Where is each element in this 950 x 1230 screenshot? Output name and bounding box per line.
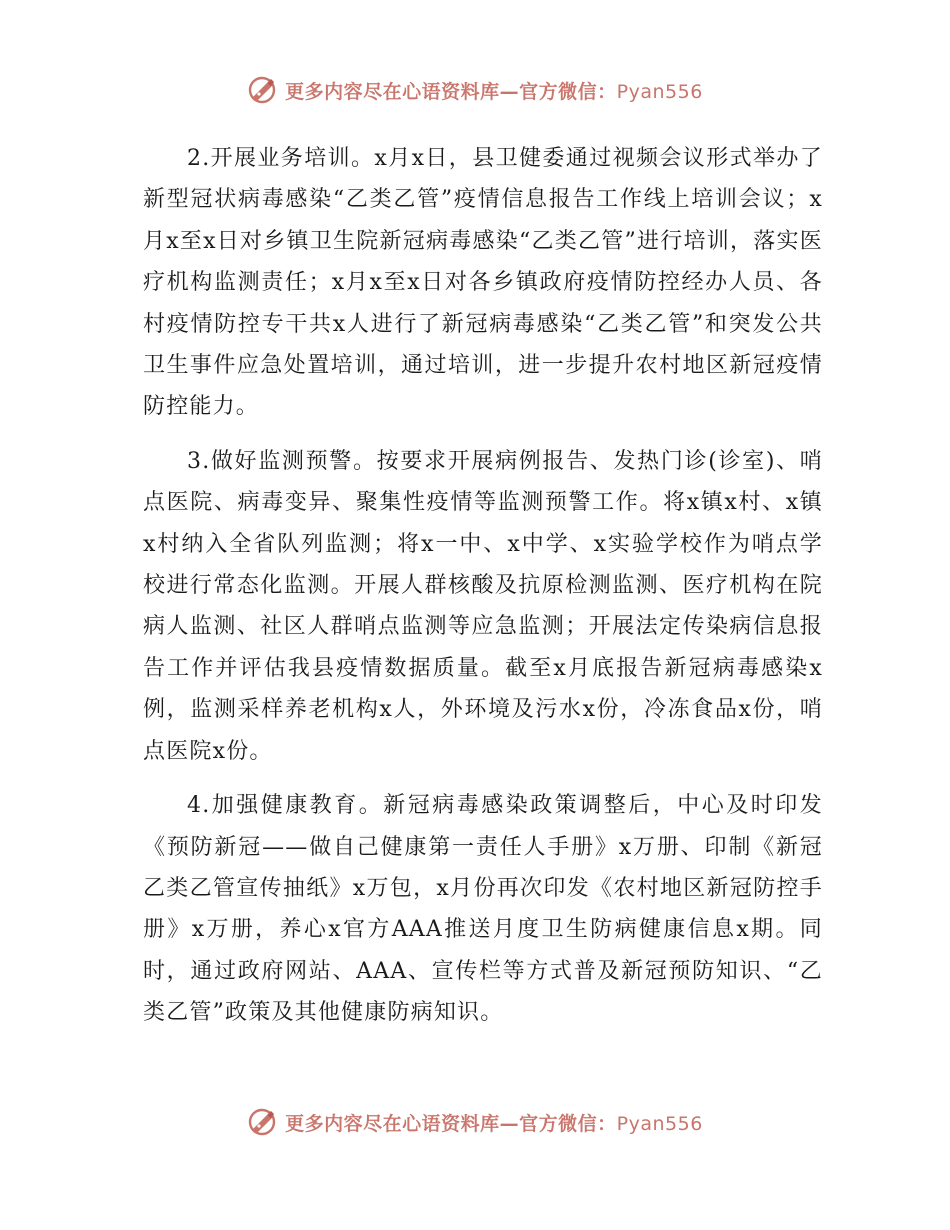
watermark-text: 更多内容尽在心语资料库—官方微信：Pyan556 bbox=[285, 1112, 703, 1135]
header-watermark bbox=[0, 72, 950, 108]
paragraph-monitoring: 3.做好监测预警。按要求开展病例报告、发热门诊(诊室)、哨点医院、病毒变异、聚集性疫情等监测预警工作。将x镇x村、x镇x村纳入全省队列监测；将x一中、x中学、x实验学校作为哨点学校进行常态化监测。开展人群核酸及抗原检测监测、医疗机构在院病人监测、社区人群哨点监测等应急监测；开展法定传染病信息报告工作并评估我县疫情数据质量。截至x月底报告新冠病毒感染x例，监测采样养老机构x人，外环境及污水x份，冷冻食品x份，哨点医院x份。 bbox=[143, 448, 823, 764]
pen-logo-icon bbox=[247, 1107, 277, 1137]
pen-logo-icon bbox=[247, 75, 277, 105]
paragraph-training: 2.开展业务培训。x月x日，县卫健委通过视频会议形式举办了新型冠状病毒感染“乙类乙管”疫情信息报告工作线上培训会议；x月x至x日对乡镇卫生院新冠病毒感染“乙类乙管”进行培训，落实医疗机构监测责任；x月x至x日对各乡镇政府疫情防控经办人员、各村疫情防控专干共x人进行了新冠病毒感染“乙类乙管”和突发公共卫生事件应急处置培训，通过培训，进一步提升农村地区新冠疫情防控能力。 bbox=[143, 146, 823, 420]
footer-watermark bbox=[0, 1104, 950, 1140]
watermark-text: 更多内容尽在心语资料库—官方微信：Pyan556 bbox=[285, 80, 703, 103]
document-body bbox=[143, 138, 823, 1034]
paragraph-health-education: 4.加强健康教育。新冠病毒感染政策调整后，中心及时印发《预防新冠——做自己健康第一责任人手册》x万册、印制《新冠乙类乙管宣传抽纸》x万包，x月份再次印发《农村地区新冠防控手册》x万册，养心x官方AAA推送月度卫生防病健康信息x期。同时，通过政府网站、AAA、宣传栏等方式普及新冠预防知识、“乙类乙管”政策及其他健康防病知识。 bbox=[143, 793, 823, 1026]
